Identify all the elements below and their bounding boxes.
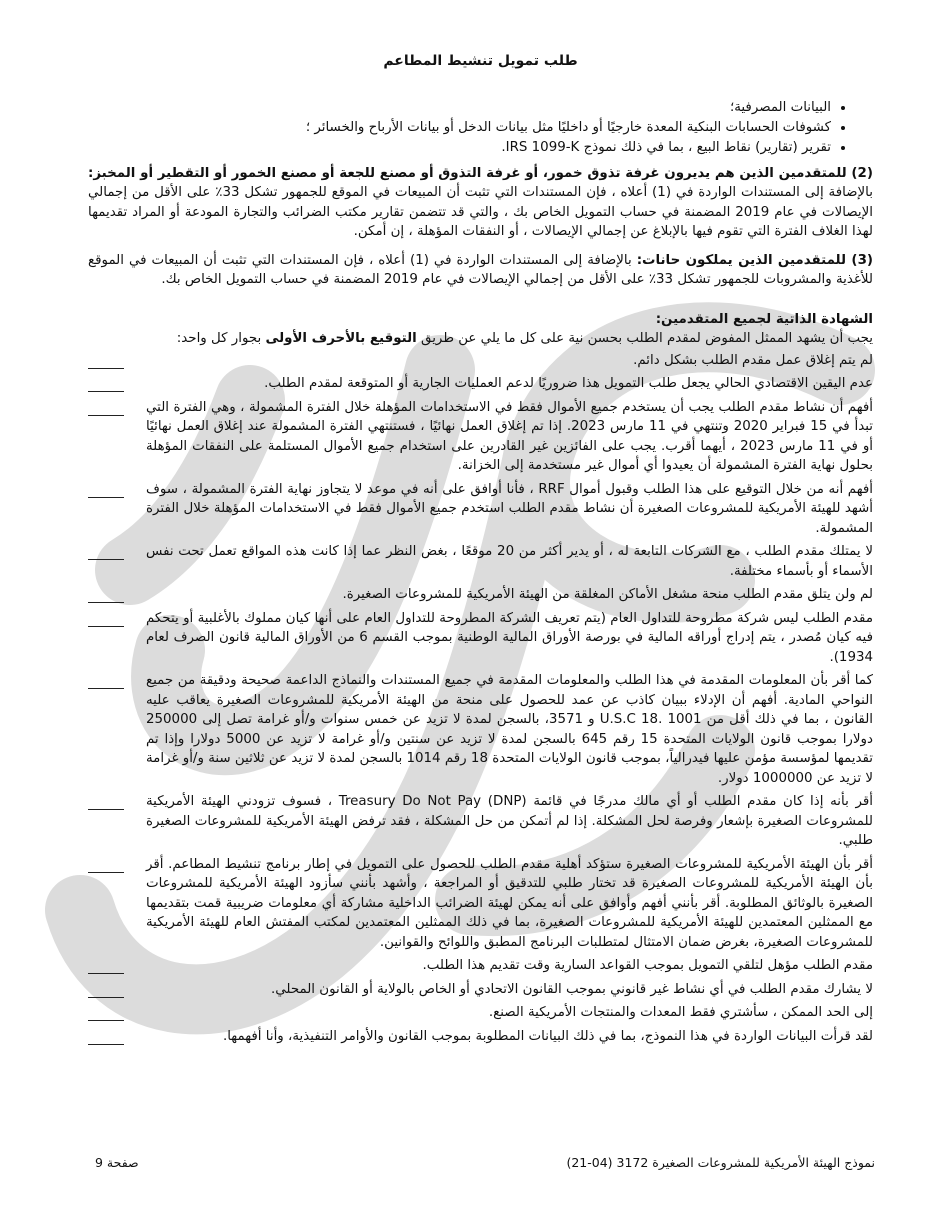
list-item: • البيانات المصرفية؛ xyxy=(88,98,831,118)
certification-text: كما أقر بأن المعلومات المقدمة في هذا الطلب والمعلومات المقدمة في جميع المستندات والنماذج الداعمة صحيحة ودقيقة من جميع النواحي المادية. أفهم أن الإدلاء ببيان كاذب عن عمد للحصول على منحة من الهيئة الأمريكية للمشروعات الصغيرة يعاقب عليه القانون ، بما في ذلك أقل من U.S.C 18. 1001 و 3571، بالسجن لمدة لا تزيد عن خمس سنوات و/أو غرامة تصل إلى 250000 دولارا بموجب قانون الولايات المتحدة 15 رقم 645 بالسجن لمدة لا تزيد عن سنتين و/أو غرامة لا تزيد عن 5000 دولارا وإذا تم تقديمها لمؤسسة مؤمن عليها فيدرالياً، بموجب قانون الولايات المتحدة 18 رقم 1014 بالسجن لمدة لا تزيد عن ثلاثين سنة و/أو غرامة لا تزيد عن 1000000 دولار. xyxy=(146,673,873,786)
initials-field[interactable] xyxy=(88,351,124,369)
initials-field[interactable] xyxy=(88,585,124,603)
certification-text: أفهم أن نشاط مقدم الطلب يجب أن يستخدم جميع الأموال فقط في الاستخدامات المؤهلة خلال الفترة المشمولة ، وهي الفترة التي تبدأ في 15 فبراير 2020 وتنتهي في 11 مارس 2023. إذا تم إغلاق العمل نهائيًا ، فستنتهي الفترة المشمولة عند إغلاق العمل نهائيًا أو في 11 مارس 2023 ، أيهما أقرب. يجب على الفائزين غير القادرين على استخدام جميع الأموال المستلمة على النفقات المؤهلة بحلول نهاية الفترة المشمولة أن يعيدوا أي أموال غير مستخدمة إلى الخزانة. xyxy=(146,399,874,473)
certification-text: لم ولن يتلق مقدم الطلب منحة مشغل الأماكن المغلقة من الهيئة الأمريكية للمشروعات الصغيرة. xyxy=(342,587,873,602)
page-footer xyxy=(95,1155,875,1170)
certification-row xyxy=(88,609,873,668)
paragraph-heading: (2) للمتقدمين الذين هم يديرون غرفة تذوق خمور، أو غرفة التذوق أو مصنع للجعة أو مصنع الخمور أو التقطير أو المخبز: xyxy=(88,165,873,181)
certification-text: لم يتم إغلاق عمل مقدم الطلب بشكل دائم. xyxy=(633,352,873,368)
paragraph-text: بالإضافة إلى المستندات الواردة في (1) أعلاه ، فإن المستندات التي تثبت أن المبيعات في الموقع للجمهور تشكل 33٪ على الأقل من إجمالي الإيصالات في عام 2019 المضمنة في حساب التمويل الخاص بك ، والتي قد تتضمن تقارير مكتب الضرائب والتجارة المودعة أو المراد تقديمها لهذا الغلاف الفترة التي تقوم فيها بالإبلاغ عن إجمالي الإيصالات ، أو النفقات المؤهلة ، إن أمكن. xyxy=(88,185,873,239)
section-heading: الشهادة الذاتية لجميع المتقدمين: xyxy=(655,311,873,327)
self-cert-intro: يجب أن يشهد الممثل المفوض لمقدم الطلب بحسن نية على كل ما يلي عن طريق التوقيع بالأحرف الأولى بجوار كل واحد: xyxy=(176,331,873,346)
form-number-label: نموذج الهيئة الأمريكية للمشروعات الصغيرة 3172 (04-21) xyxy=(566,1155,875,1170)
initials-field[interactable] xyxy=(88,480,124,498)
initials-field[interactable] xyxy=(88,956,124,974)
certification-row xyxy=(88,671,873,788)
certification-row xyxy=(88,792,873,851)
list-item: • تقرير (تقارير) نقاط البيع ، بما في ذلك نموذج IRS 1099-K. xyxy=(88,138,831,158)
initials-field[interactable] xyxy=(88,398,124,416)
list-item: • كشوفات الحسابات البنكية المعدة خارجيًا أو داخليًا مثل بيانات الدخل أو بيانات الأرباح والخسائر ؛ xyxy=(88,118,831,138)
document-body xyxy=(88,52,873,1050)
certification-text: لا يمتلك مقدم الطلب ، مع الشركات التابعة له ، أو يدير أكثر من 20 موقعًا ، بغض النظر عما إذا كانت هذه المواقع تعمل تحت نفس الأسماء أو بأسماء مختلفة. xyxy=(146,544,873,579)
initials-field[interactable] xyxy=(88,609,124,627)
certification-text: أفهم أنه من خلال التوقيع على هذا الطلب وقبول أموال RRF ، فأنا أوافق على أنه في موعد لا يتجاوز نهاية الفترة المشمولة ، سوف أشهد للهيئة الأمريكية للمشروعات الصغيرة أن نشاط مقدم الطلب استخدم جميع الأموال فقط في الاستخدامات المؤهلة خلال الفترة المشمولة. xyxy=(146,481,873,536)
certification-row xyxy=(88,855,873,953)
initials-field[interactable] xyxy=(88,980,124,998)
paragraph-text: بالإضافة إلى المستندات الواردة في (1) أعلاه ، فإن المستندات التي تثبت أن المبيعات في الموقع للأغذية والمشروبات للجمهور تشكل 33٪ على الأقل من إجمالي الإيصالات في عام 2019 المضمنة في حساب التمويل الخاص بك. xyxy=(88,252,873,287)
initials-field[interactable] xyxy=(88,1003,124,1021)
certification-row xyxy=(88,1003,873,1023)
certification-text: عدم اليقين الاقتصادي الحالي يجعل طلب التمويل هذا ضروريًا لدعم العمليات الجارية أو المتوقعة لمقدم الطلب. xyxy=(264,376,873,391)
certification-row xyxy=(88,585,873,605)
initials-field[interactable] xyxy=(88,671,124,689)
document-list xyxy=(88,98,873,158)
certification-text: إلى الحد الممكن ، سأشتري فقط المعدات والمنتجات الأمريكية الصنع. xyxy=(488,1005,873,1020)
certification-row xyxy=(88,980,873,1000)
paragraph-tasting-rooms xyxy=(88,164,873,242)
certification-row xyxy=(88,398,873,476)
certification-row xyxy=(88,542,873,581)
paragraph-bars xyxy=(88,251,873,290)
initials-field[interactable] xyxy=(88,1027,124,1045)
certification-text: لقد قرأت البيانات الواردة في هذا النموذج، بما في ذلك البيانات المطلوبة بموجب القانون والأوامر التنفيذية، وأنا أفهمها. xyxy=(222,1028,873,1044)
certification-text: أقر بأن الهيئة الأمريكية للمشروعات الصغيرة ستؤكد أهلية مقدم الطلب للحصول على التمويل في إطار برنامج تنشيط المطاعم. أقر بأن الهيئة الأمريكية للمشروعات الصغيرة قد تختار طلبي للتدقيق أو المراجعة ، وأشهد بأنني سأزود الهيئة الأمريكية للمشروعات الصغيرة بالوثائق المطلوبة. أقر بأنني أفهم وأوافق على أنه يمكن لهيئة الضرائب الداخلية مشاركة أي معلومات ضريبية قمت بتقديمها مع الممثلين المعتمدين للهيئة الأمريكية للمشروعات الصغيرة، بما في ذلك الممثلين المعتمدين لمكتب المفتش العام للهيئة الأمريكية للمشروعات الصغيرة، بغرض ضمان الامتثال لمتطلبات البرنامج المطبق واللوائح والقوانين. xyxy=(146,856,873,950)
initials-field[interactable] xyxy=(88,542,124,560)
certification-row xyxy=(88,351,873,371)
certification-text: أقر بأنه إذا كان مقدم الطلب أو أي مالك مدرجًا في قائمة Treasury Do Not Pay (DNP) ، فسوف تزودني الهيئة الأمريكية للمشروعات الصغيرة بإشعار وفرصة لحل المشكلة. إذا لم أتمكن من حل المشكلة ، فقد ترفض الهيئة الأمريكية للمشروعات الصغيرة طلبي. xyxy=(146,794,873,848)
certification-row xyxy=(88,480,873,539)
initials-field[interactable] xyxy=(88,374,124,392)
page-number: صفحة 9 xyxy=(95,1155,139,1170)
certification-text: لا يشارك مقدم الطلب في أي نشاط غير قانوني بموجب القانون الاتحادي أو الخاص بالولاية أو القانون المحلي. xyxy=(270,981,873,997)
certification-text: مقدم الطلب مؤهل لتلقي التمويل بموجب القواعد السارية وقت تقديم هذا الطلب. xyxy=(422,958,873,973)
page-title: طلب تمويل تنشيط المطاعم xyxy=(383,53,578,69)
paragraph-heading: (3) للمتقدمين الذين يملكون حانات: xyxy=(636,252,874,268)
certification-list xyxy=(88,351,873,1047)
certification-row xyxy=(88,956,873,976)
certification-row xyxy=(88,1027,873,1047)
certification-text: مقدم الطلب ليس شركة مطروحة للتداول العام (يتم تعريف الشركة المطروحة للتداول العام على أنها كيان مملوك بالأغلبية أو يتحكم فيه كيان مُصدر ، يتم إدراج أوراقه المالية في بورصة الأوراق المالية الوطنية بموجب القسم 6 من الأوراق المالية قانون الصرف لعام 1934). xyxy=(146,610,873,665)
initials-field[interactable] xyxy=(88,792,124,810)
initials-field[interactable] xyxy=(88,855,124,873)
certification-row xyxy=(88,374,873,394)
